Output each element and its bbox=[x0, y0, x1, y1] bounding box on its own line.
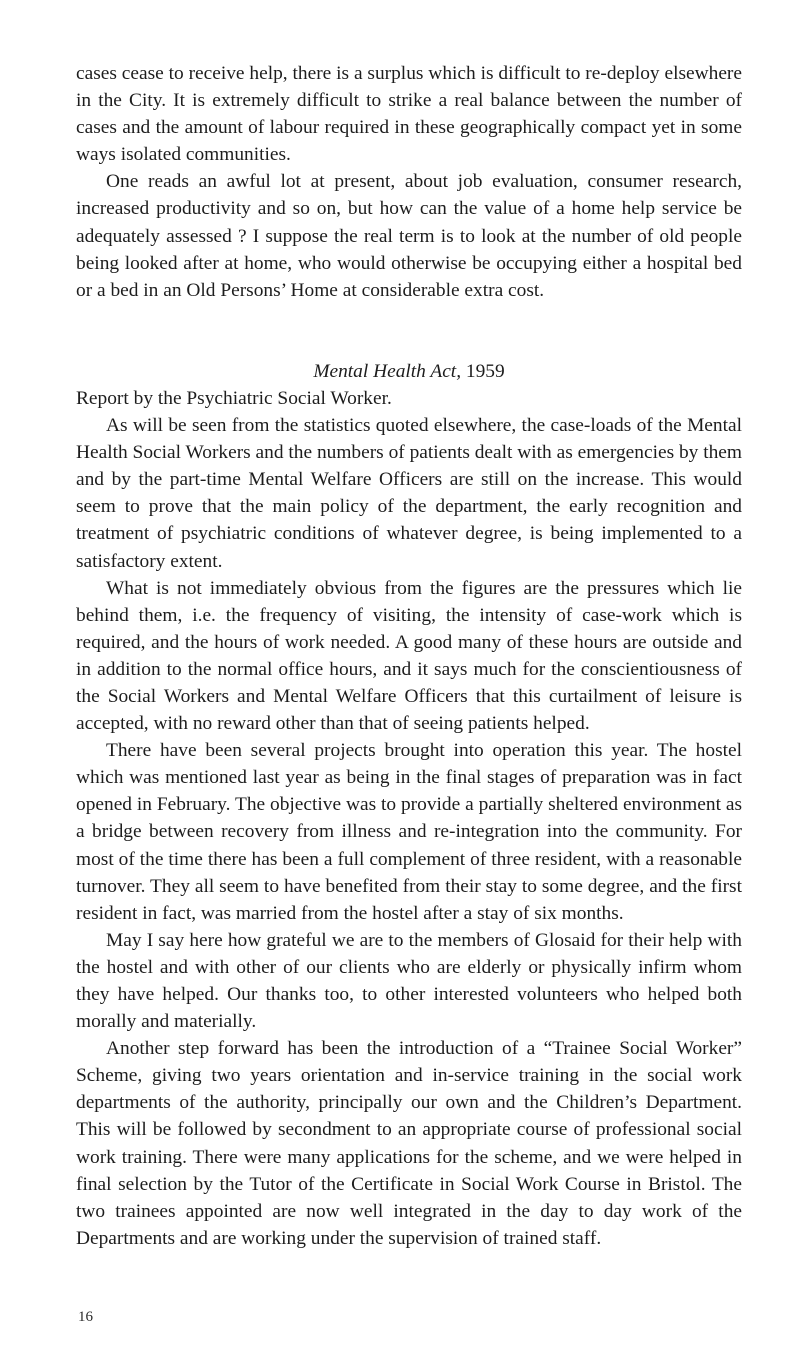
section-year: 1959 bbox=[465, 360, 505, 382]
paragraph-6: May I say here how grateful we are to the members of Glosaid for their help with the hostel and with other of our clients who are elderly or physically infirm whom they have helped. Our thanks too, to other interested volunteers who helped both morally and materially. bbox=[76, 929, 742, 1033]
document-page bbox=[76, 60, 742, 1252]
section-heading bbox=[76, 304, 742, 385]
paragraph-4: What is not immediately obvious from the figures are the pressures which lie behind them, i.e. the frequency of visiting, the intensity of case-work which is required, and the hours of work needed. A good many of these hours are outside and in addition to the normal office hours, and it says much for the conscientiousness of the Social Workers and Mental Welfare Officers that this curtailment of leisure is accepted, with no reward other than that of seeing patients helped. bbox=[76, 577, 742, 735]
paragraph-7: Another step forward has been the introduction of a “Trainee Social Worker” Scheme, giving two years orientation and in-service training in the social work departments of the authority, principally our own and the Children’s Department. This will be followed by secondment to an appropriate course of professional social work training. There were many applications for the scheme, and we were helped in final selection by the Tutor of the Certificate in Social Work Course in Bristol. The two trainees appointed are now well integrated in the day to day work of the Departments and are working under the supervision of trained staff. bbox=[76, 1038, 742, 1249]
section-title: Mental Health Act, bbox=[313, 360, 462, 382]
page-number: 16 bbox=[78, 1309, 93, 1325]
paragraph-2: One reads an awful lot at present, about job evaluation, consumer research, increased productivity and so on, but how can the value of a home help service be adequately assessed ? I suppose the real term is to look at the number of old people being looked after at home, who would otherwise be occupying either a hospital bed or a bed in an Old Persons’ Home at considerable extra cost. bbox=[76, 171, 742, 301]
paragraph-3: As will be seen from the statistics quoted elsewhere, the case-loads of the Mental Health Social Workers and the numbers of patients dealt with as emergencies by them and by the part-time Mental Welfare Officers are still on the increase. This would seem to prove that the main policy of the department, the early recognition and treatment of psychiatric conditions of whatever degree, is being implemented to a satisfactory extent. bbox=[76, 415, 742, 572]
section-subheading: Report by the Psychiatric Social Worker. bbox=[76, 387, 392, 409]
paragraph-1: cases cease to receive help, there is a surplus which is difficult to re-deploy elsewhere in the City. It is extremely difficult to strike a real balance between the number of cases and the amount of labour required in these geographically compact yet in some ways isolated communities. bbox=[76, 63, 742, 166]
paragraph-5: There have been several projects brought into operation this year. The hostel which was mentioned last year as being in the final stages of preparation was in fact opened in February. The objective was to provide a partially sheltered environment as a bridge between recovery from illness and re-integration into the community. For most of the time there has been a full complement of three resident, with a reasonable turnover. They all seem to have benefited from their stay to some degree, and the first resident in fact, was married from the hostel after a stay of six months. bbox=[76, 740, 742, 924]
